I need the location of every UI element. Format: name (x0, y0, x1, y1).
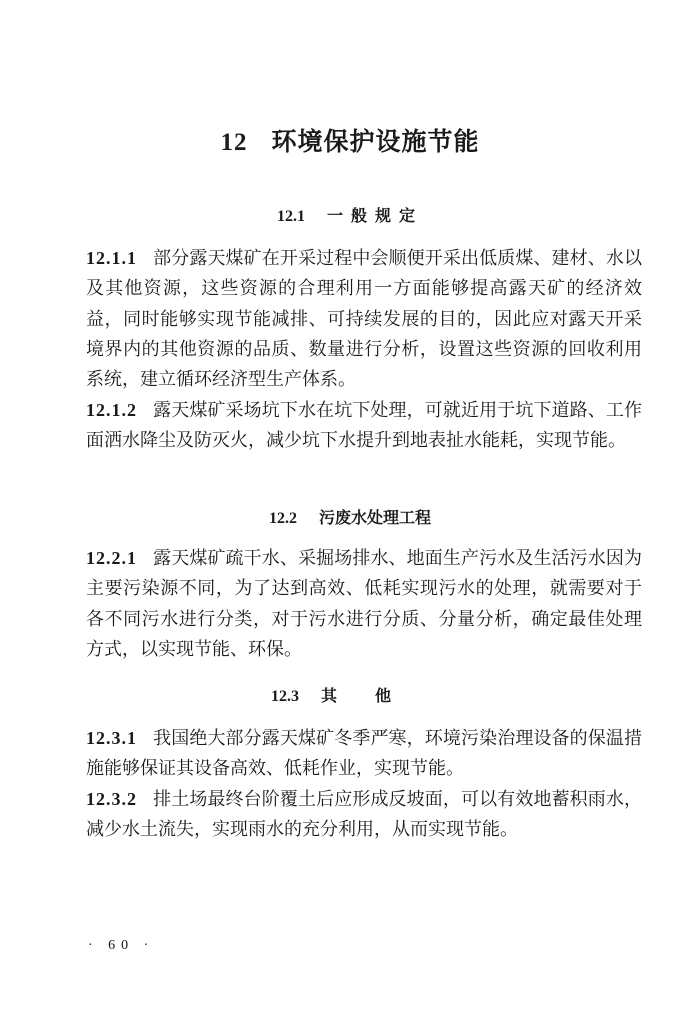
section-heading-12-2 (0, 507, 700, 530)
section-number: 12.3 (270, 688, 299, 705)
clause-12-3-2 (86, 784, 642, 846)
clause-number: 12.1.1 (86, 248, 137, 268)
clause-12-1-2 (86, 395, 642, 457)
section-number: 12.1 (276, 208, 305, 225)
clause-text: 露天煤矿疏干水、采掘场排水、地面生产污水及生活污水因为主要污染源不同，为了达到高效、低耗实现污水的处理，就需要对于各不同污水进行分类，对于污水进行分质、分量分析，确定最佳处理方式，以实现节能、环保。 (86, 548, 642, 660)
clause-text: 排土场最终台阶覆土后应形成反坡面，可以有效地蓄积雨水，减少水土流失，实现雨水的充分利用，从而实现节能。 (86, 789, 642, 841)
section-title: 一般规定 (326, 206, 423, 225)
clause-number: 12.1.2 (86, 400, 137, 420)
section-heading-12-1 (0, 205, 700, 228)
page-number: · 60 · (88, 938, 155, 953)
section-title: 其他 (320, 686, 429, 705)
section-number: 12.2 (268, 510, 297, 527)
clause-text: 我国绝大部分露天煤矿冬季严寒，环境污染治理设备的保温措施能够保证其设备高效、低耗作业，实现节能。 (86, 728, 642, 780)
clause-text: 部分露天煤矿在开采过程中会顺便开采出低质煤、建材、水以及其他资源，这些资源的合理利用一方面能够提高露天矿的经济效益，同时能够实现节能减排、可持续发展的目的，因此应对露天开采境界内的其他资源的品质、数量进行分析，设置这些资源的回收利用系统，建立循环经济型生产体系。 (86, 248, 642, 391)
chapter-title-text: 环境保护设施节能 (271, 127, 480, 156)
clause-12-3-1 (86, 723, 642, 785)
clause-number: 12.2.1 (86, 548, 137, 568)
clause-12-2-1 (86, 543, 642, 665)
clause-number: 12.3.1 (86, 728, 137, 748)
clause-number: 12.3.2 (86, 789, 137, 809)
section-title: 污废水处理工程 (318, 508, 431, 527)
chapter-number: 12 (220, 129, 248, 156)
chapter-title (0, 124, 700, 161)
clause-text: 露天煤矿采场坑下水在坑下处理，可就近用于坑下道路、工作面洒水降尘及防灭火，减少坑下水提升到地表扯水能耗，实现节能。 (86, 400, 642, 452)
clause-12-1-1 (86, 243, 642, 395)
section-heading-12-3 (0, 685, 700, 708)
